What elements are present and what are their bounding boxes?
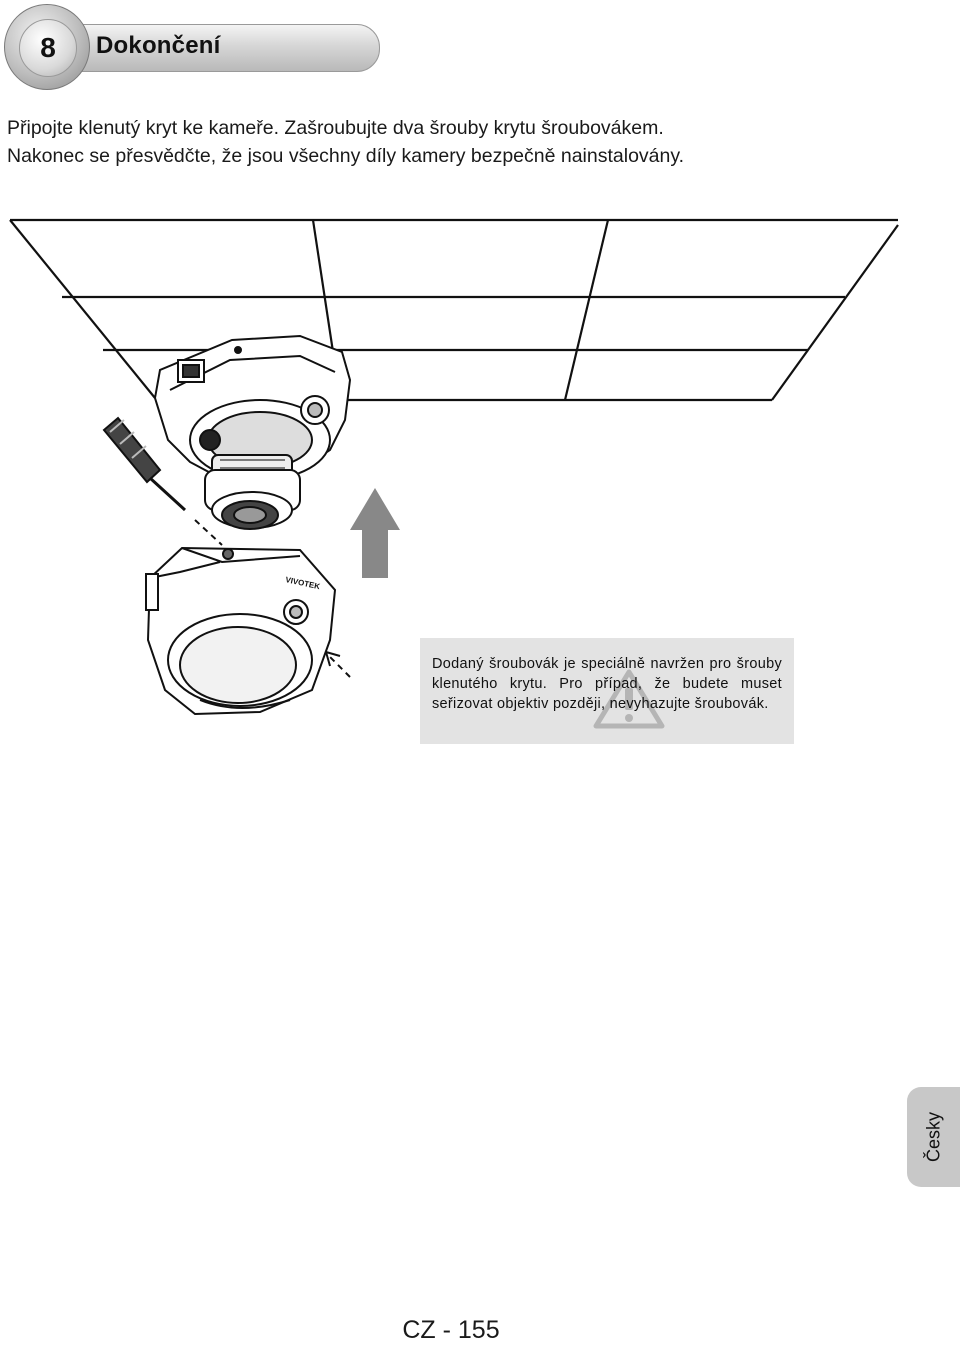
camera-base	[155, 336, 350, 485]
camera-lens	[205, 470, 300, 529]
up-arrow-icon	[350, 488, 400, 578]
instruction-line-2: Nakonec se přesvědčte, že jsou všechny díly kamery bezpečně nainstalovány.	[7, 145, 685, 167]
language-tab	[907, 1087, 960, 1187]
step-number-badge	[4, 4, 90, 90]
dome-cover	[146, 548, 335, 714]
note-box	[420, 638, 794, 744]
step-header	[4, 4, 384, 88]
ceiling-grid	[10, 220, 898, 400]
screw-guide-line-left	[195, 520, 222, 545]
step-title: Dokončení	[96, 32, 221, 59]
page-number: CZ - 155	[402, 1316, 500, 1344]
language-tab-label: Česky	[923, 1111, 943, 1163]
instruction-line-1: Připojte klenutý kryt ke kameře. Zašroubujte dva šrouby krytu šroubovákem.	[7, 117, 664, 139]
step-number: 8	[19, 19, 77, 77]
instructions	[7, 114, 907, 170]
note-text: Dodaný šroubovák je speciálně navržen pro šrouby klenutého krytu. Pro případ, že budete muset seřizovat objektiv později, nevyhazujte šroubovák.	[432, 656, 782, 712]
screw-guide-line-right	[330, 657, 350, 677]
dome-brand-label: VIVOTEK	[284, 575, 321, 592]
